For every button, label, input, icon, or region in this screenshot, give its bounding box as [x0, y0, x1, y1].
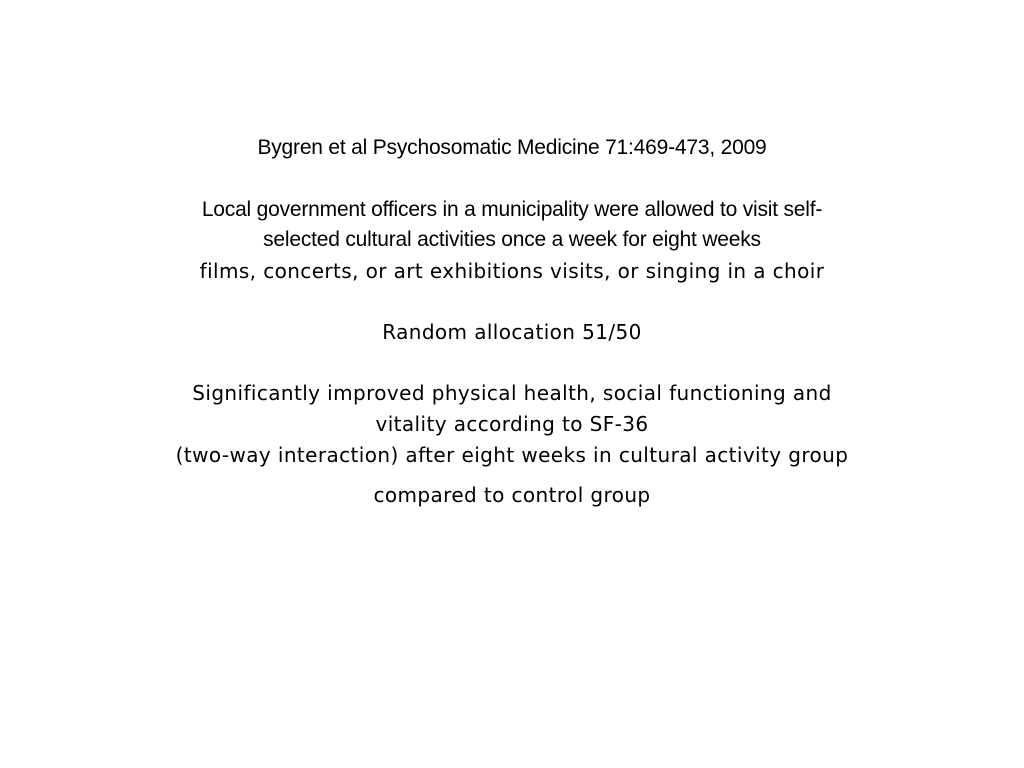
result-line-3: (two-way interaction) after eight weeks in cultural activity group: [175, 443, 849, 467]
description-line-3: films, concerts, or art exhibitions visits, or singing in a choir: [199, 259, 825, 283]
result-line-1: Significantly improved physical health, social functioning and: [192, 381, 832, 405]
citation-text: Bygren et al Psychosomatic Medicine 71:469-473, 2009: [257, 136, 767, 159]
result-line-2: vitality according to SF-36: [375, 412, 649, 436]
result-line-4: compared to control group: [373, 483, 651, 507]
description-line-1: Local government officers in a municipality were allowed to visit self-: [201, 198, 823, 221]
allocation-text: Random allocation 51/50: [382, 320, 642, 344]
description-line-2: selected cultural activities once a week for eight weeks: [263, 228, 761, 251]
